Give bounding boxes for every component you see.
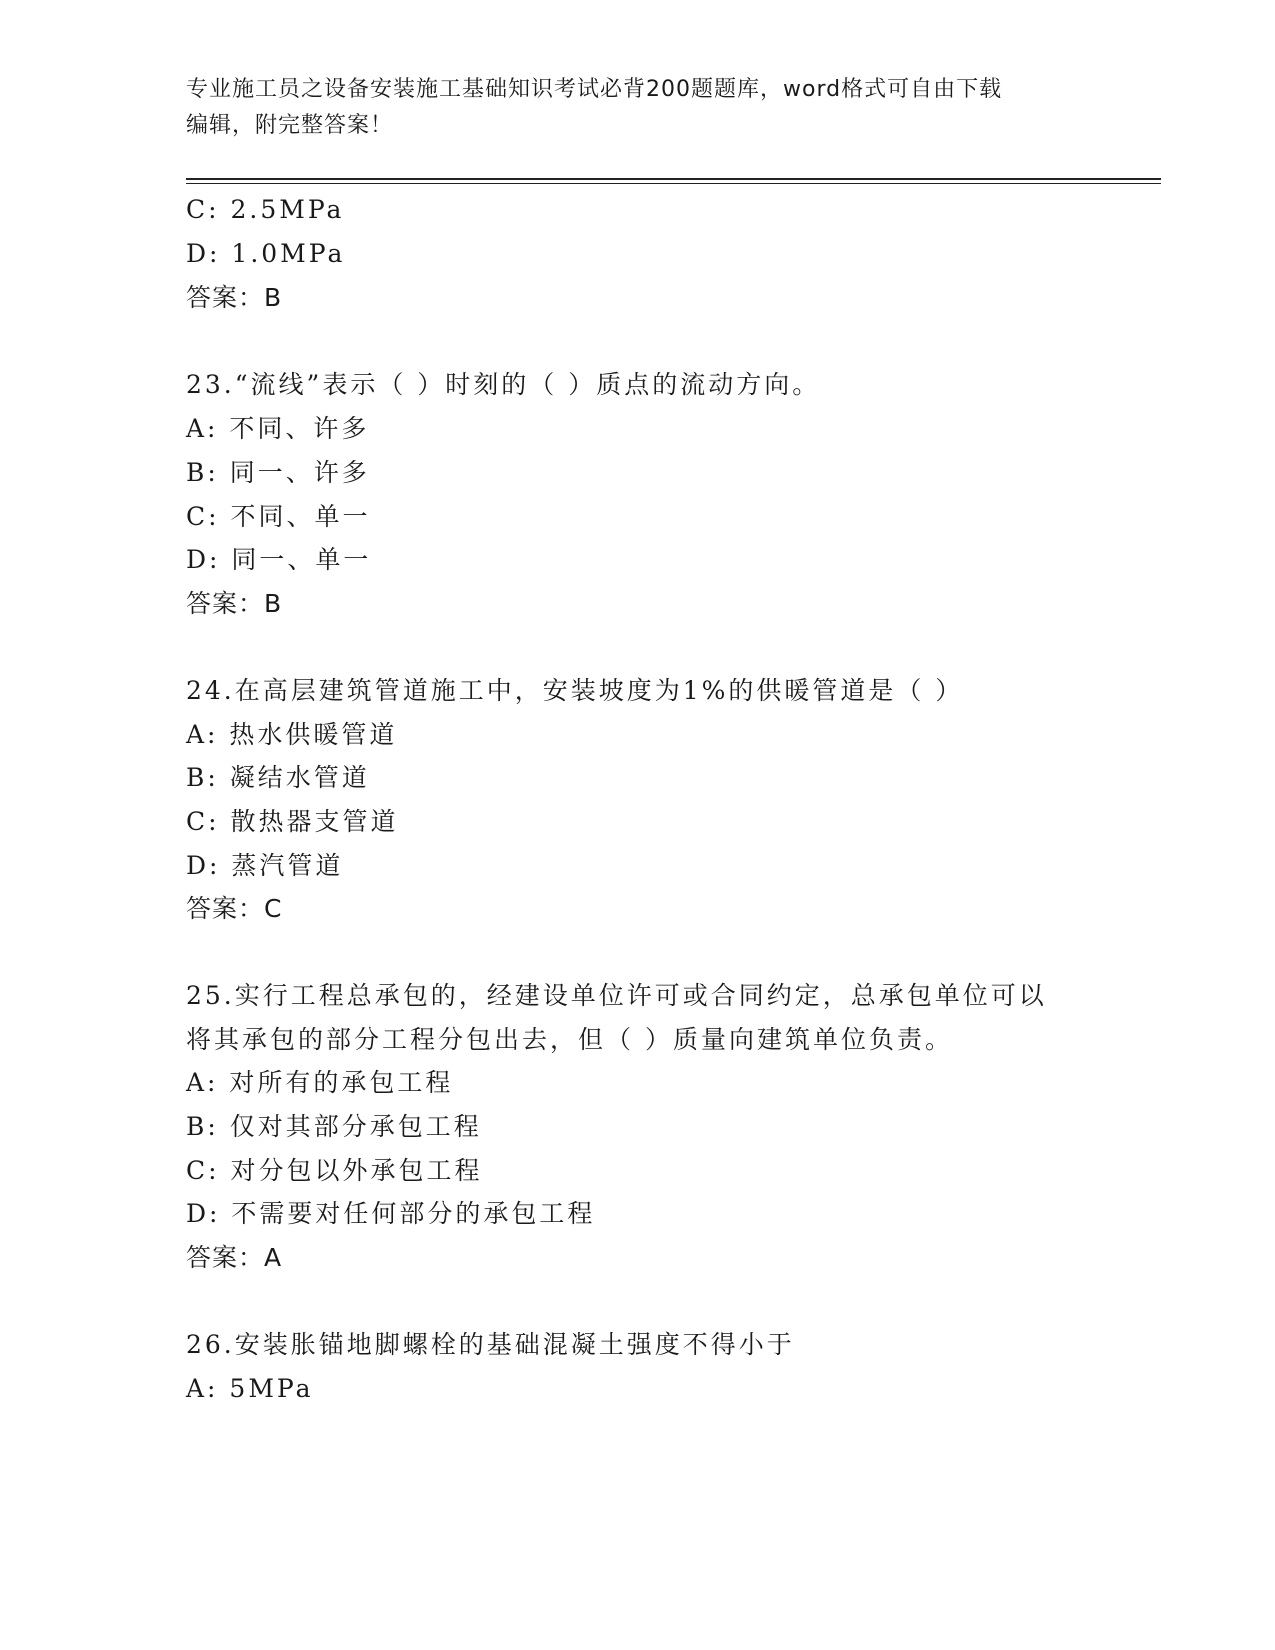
q24-option-b: B: 凝结水管道 [186,763,370,792]
q25-stem-line-1: 25.实行工程总承包的，经建设单位许可或合同约定，总承包单位可以 [186,981,1047,1010]
q23-option-a: A: 不同、许多 [186,414,370,443]
q24-option-a: A: 热水供暖管道 [186,720,398,749]
header-title-line-1: 专业施工员之设备安装施工基础知识考试必背200题题库，word格式可自由下载 [186,77,1003,102]
prev-option-d: D: 1.0MPa [186,239,346,268]
q25-option-d: D: 不需要对任何部分的承包工程 [186,1199,596,1228]
q23-option-c: C: 不同、单一 [186,502,371,531]
prev-option-c: C: 2.5MPa [186,195,345,224]
q25-stem-line-2: 将其承包的部分工程分包出去，但（ ）质量向建筑单位负责。 [186,1025,953,1054]
q24-option-d: D: 蒸汽管道 [186,851,344,880]
q24-stem: 24.在高层建筑管道施工中，安装坡度为1%的供暖管道是（ ） [186,676,964,705]
prev-answer: 答案：B [186,283,283,312]
q23-stem: 23.“流线”表示（ ）时刻的（ ）质点的流动方向。 [186,370,821,399]
header-title-line-2: 编辑，附完整答案！ [186,113,394,138]
q26-option-a: A: 5MPa [186,1374,314,1403]
q23-answer: 答案：B [186,589,283,618]
q25-option-b: B: 仅对其部分承包工程 [186,1112,482,1141]
q24-option-c: C: 散热器支管道 [186,807,399,836]
q25-answer: 答案：A [186,1243,283,1272]
q24-answer: 答案：C [186,894,283,923]
q23-option-b: B: 同一、许多 [186,458,370,487]
header-divider-thick [186,178,1161,180]
q25-option-c: C: 对分包以外承包工程 [186,1156,483,1185]
q26-stem: 26.安装胀锚地脚螺栓的基础混凝土强度不得小于 [186,1330,795,1359]
document-header [186,72,1086,144]
q23-option-d: D: 同一、单一 [186,545,372,574]
header-divider-thin [186,183,1161,184]
q25-option-a: A: 对所有的承包工程 [186,1068,454,1097]
